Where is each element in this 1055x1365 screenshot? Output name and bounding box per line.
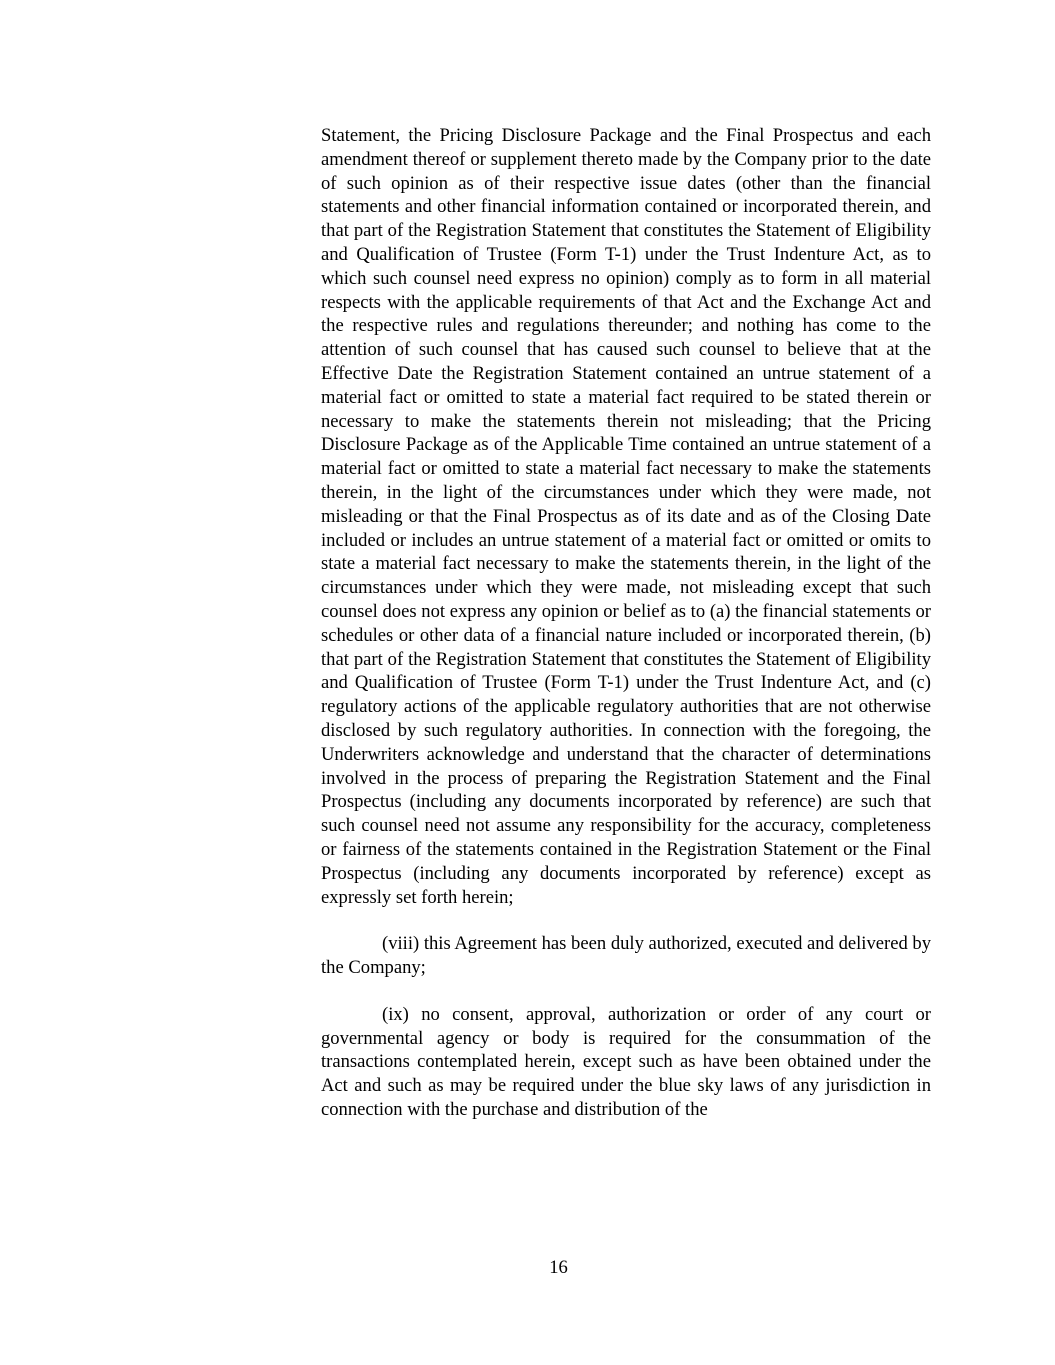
page-number: 16 (549, 1257, 568, 1278)
paragraph-item-viii: (viii) this Agreement has been duly authorized, executed and delivered by the Company; (321, 933, 931, 979)
document-body (321, 124, 931, 1122)
paragraph-opinion-continuation: Statement, the Pricing Disclosure Package and the Final Prospectus and each amendment thereof or supplement thereto made by the Company prior to the date of such opinion as of their respective issue dates (other than the financial statements and other financial information contained or incorporated therein, and that part of the Registration Statement that constitutes the Statement of Eligibility and Qualification of Trustee (Form T-1) under the Trust Indenture Act, as to which such counsel need express no opinion) comply as to form in all material respects with the applicable requirements of that Act and the Exchange Act and the respective rules and regulations thereunder; and nothing has come to the attention of such counsel that has caused such counsel to believe that at the Effective Date the Registration Statement contained an untrue statement of a material fact or omitted to state a material fact required to be stated therein or necessary to make the statements therein not misleading; that the Pricing Disclosure Package as of the Applicable Time contained an untrue statement of a material fact or omitted to state a material fact necessary to make the statements therein, in the light of the circumstances under which they were made, not misleading or that the Final Prospectus as of its date and as of the Closing Date included or includes an untrue statement of a material fact or omitted or omits to state a material fact necessary to make the statements therein, in the light of the circumstances under which they were made, not misleading except that such counsel does not express any opinion or belief as to (a) the financial statements or schedules or other data of a financial nature included or incorporated therein, (b) that part of the Registration Statement that constitutes the Statement of Eligibility and Qualification of Trustee (Form T-1) under the Trust Indenture Act, and (c) regulatory actions of the applicable regulatory authorities that are not otherwise disclosed by such regulatory authorities. In connection with the foregoing, the Underwriters acknowledge and understand that the character of determinations involved in the process of preparing the Registration Statement and the Final Prospectus (including any documents incorporated by reference) are such that such counsel need not assume any responsibility for the accuracy, completeness or fairness of the statements contained in the Registration Statement or the Final Prospectus (including any documents incorporated by reference) except as expressly set forth herein; (321, 125, 931, 908)
paragraph-item-ix: (ix) no consent, approval, authorization or order of any court or governmental agency or body is required for the consummation of the transactions contemplated herein, except such as have been obtained under the Act and such as may be required under the blue sky laws of any jurisdiction in connection with the purchase and distribution of the (321, 1003, 931, 1121)
